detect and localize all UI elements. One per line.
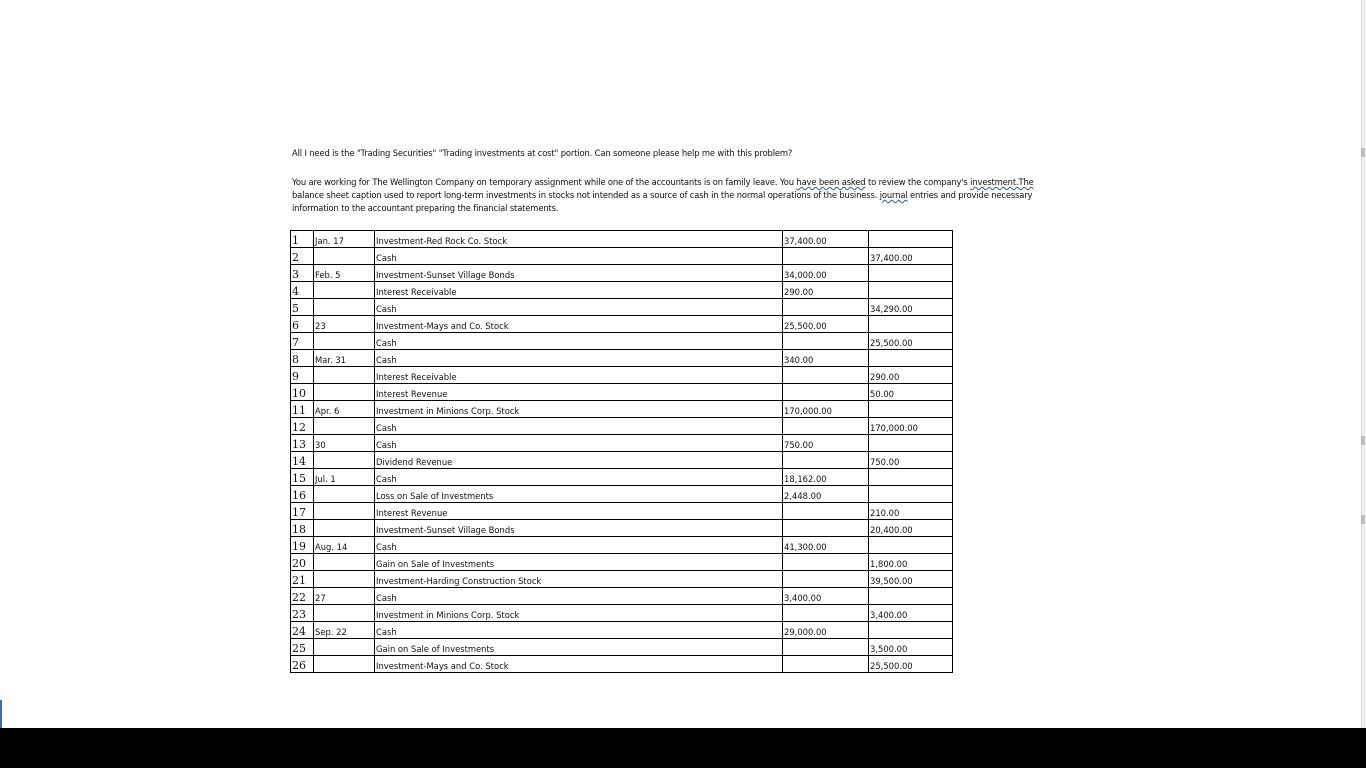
table-row (291, 248, 953, 265)
table-row (291, 503, 953, 520)
credit-cell[interactable] (869, 350, 953, 367)
account-cell[interactable]: Interest Receivable (375, 282, 783, 299)
table-row (291, 316, 953, 333)
table-row (291, 401, 953, 418)
row-number-cell[interactable]: 23 (291, 605, 314, 622)
row-number-cell[interactable]: 25 (291, 639, 314, 656)
debit-cell[interactable] (783, 571, 869, 588)
row-number-cell[interactable]: 8 (291, 350, 314, 367)
grammar-flag-text[interactable]: journal (879, 190, 908, 200)
row-number-cell[interactable]: 2 (291, 248, 314, 265)
date-cell[interactable] (314, 503, 375, 520)
debit-cell[interactable]: 170,000.00 (783, 401, 869, 418)
row-number-cell[interactable]: 6 (291, 316, 314, 333)
date-cell[interactable] (314, 452, 375, 469)
credit-cell[interactable] (869, 622, 953, 639)
date-cell[interactable]: Apr. 6 (314, 401, 375, 418)
credit-cell[interactable]: 25,500.00 (869, 333, 953, 350)
table-row (291, 622, 953, 639)
credit-cell[interactable] (869, 486, 953, 503)
debit-cell[interactable]: 750.00 (783, 435, 869, 452)
account-cell[interactable]: Interest Receivable (375, 367, 783, 384)
account-cell[interactable]: Investment-Red Rock Co. Stock (375, 231, 783, 248)
account-cell[interactable]: Investment-Sunset Village Bonds (375, 520, 783, 537)
row-number-cell[interactable]: 13 (291, 435, 314, 452)
row-number-cell[interactable]: 19 (291, 537, 314, 554)
account-cell[interactable]: Dividend Revenue (375, 452, 783, 469)
row-number-cell[interactable]: 22 (291, 588, 314, 605)
table-row (291, 299, 953, 316)
account-cell[interactable]: Cash (375, 333, 783, 350)
table-row (291, 656, 953, 673)
account-cell[interactable]: Loss on Sale of Investments (375, 486, 783, 503)
debit-cell[interactable] (783, 503, 869, 520)
table-row (291, 452, 953, 469)
row-number-cell[interactable]: 20 (291, 554, 314, 571)
scroll-marker (1361, 515, 1365, 524)
window-edge (0, 700, 2, 728)
row-number-cell[interactable]: 18 (291, 520, 314, 537)
account-cell[interactable]: Cash (375, 588, 783, 605)
document-body (292, 148, 1092, 215)
credit-cell[interactable] (869, 265, 953, 282)
date-cell[interactable] (314, 299, 375, 316)
debit-cell[interactable] (783, 639, 869, 656)
date-cell[interactable] (314, 605, 375, 622)
table-row (291, 350, 953, 367)
account-cell[interactable]: Cash (375, 537, 783, 554)
debit-cell[interactable] (783, 656, 869, 673)
table-row (291, 384, 953, 401)
table-row (291, 333, 953, 350)
date-cell[interactable] (314, 571, 375, 588)
date-cell[interactable] (314, 384, 375, 401)
account-cell[interactable]: Investment-Mays and Co. Stock (375, 656, 783, 673)
debit-cell[interactable] (783, 333, 869, 350)
grammar-flag-text[interactable]: have been asked (796, 177, 866, 187)
table-row (291, 588, 953, 605)
credit-cell[interactable] (869, 588, 953, 605)
credit-cell[interactable]: 20,400.00 (869, 520, 953, 537)
credit-cell[interactable]: 750.00 (869, 452, 953, 469)
problem-paragraph (292, 176, 1062, 215)
account-cell[interactable]: Cash (375, 622, 783, 639)
row-number-cell[interactable]: 10 (291, 384, 314, 401)
date-cell[interactable] (314, 248, 375, 265)
scroll-marker (1361, 436, 1365, 445)
row-number-cell[interactable]: 17 (291, 503, 314, 520)
table-row (291, 605, 953, 622)
credit-cell[interactable]: 1,800.00 (869, 554, 953, 571)
credit-cell[interactable] (869, 231, 953, 248)
row-number-cell[interactable]: 15 (291, 469, 314, 486)
debit-cell[interactable]: 340.00 (783, 350, 869, 367)
account-cell[interactable]: Investment-Mays and Co. Stock (375, 316, 783, 333)
debit-cell[interactable]: 41,300.00 (783, 537, 869, 554)
account-cell[interactable]: Investment-Harding Construction Stock (375, 571, 783, 588)
table-row (291, 520, 953, 537)
row-number-cell[interactable]: 12 (291, 418, 314, 435)
debit-cell[interactable]: 18,162.00 (783, 469, 869, 486)
date-cell[interactable]: Jan. 17 (314, 231, 375, 248)
date-cell[interactable]: Feb. 5 (314, 265, 375, 282)
paragraph-text: You are working for The Wellington Company on temporary assignment while one of the accountants is on family leave. You (292, 177, 797, 187)
debit-cell[interactable]: 2,448.00 (783, 486, 869, 503)
debit-cell[interactable]: 29,000.00 (783, 622, 869, 639)
debit-cell[interactable]: 25,500.00 (783, 316, 869, 333)
row-number-cell[interactable]: 11 (291, 401, 314, 418)
table-row (291, 367, 953, 384)
debit-cell[interactable] (783, 452, 869, 469)
table-row (291, 639, 953, 656)
credit-cell[interactable] (869, 401, 953, 418)
debit-cell[interactable] (783, 605, 869, 622)
date-cell[interactable] (314, 333, 375, 350)
row-number-cell[interactable]: 14 (291, 452, 314, 469)
row-number-cell[interactable]: 26 (291, 656, 314, 673)
date-cell[interactable]: 27 (314, 588, 375, 605)
table-row (291, 265, 953, 282)
credit-cell[interactable]: 50.00 (869, 384, 953, 401)
journal-rows (291, 231, 953, 673)
credit-cell[interactable] (869, 469, 953, 486)
debit-cell[interactable]: 3,400.00 (783, 588, 869, 605)
debit-cell[interactable] (783, 299, 869, 316)
account-cell[interactable]: Cash (375, 435, 783, 452)
paragraph-text: entries and provide necessary information to the accountant preparing the financial statements. (292, 190, 1033, 213)
credit-cell[interactable] (869, 282, 953, 299)
credit-cell[interactable]: 37,400.00 (869, 248, 953, 265)
table-row (291, 469, 953, 486)
credit-cell[interactable] (869, 537, 953, 554)
debit-cell[interactable] (783, 367, 869, 384)
credit-cell[interactable]: 39,500.00 (869, 571, 953, 588)
row-number-cell[interactable]: 9 (291, 367, 314, 384)
debit-cell[interactable]: 290.00 (783, 282, 869, 299)
table-row (291, 571, 953, 588)
paragraph-text: balance sheet caption used to report long-term investments in stocks not intended as a source of cash in the normal operations of the business. (292, 190, 880, 200)
credit-cell[interactable]: 25,500.00 (869, 656, 953, 673)
debit-cell[interactable] (783, 384, 869, 401)
scroll-marker (1361, 148, 1365, 157)
table-row (291, 282, 953, 299)
account-cell[interactable]: Gain on Sale of Investments (375, 554, 783, 571)
debit-cell[interactable] (783, 248, 869, 265)
journal-spreadsheet (290, 230, 955, 683)
row-number-cell[interactable]: 7 (291, 333, 314, 350)
date-cell[interactable]: Mar. 31 (314, 350, 375, 367)
table-row (291, 537, 953, 554)
table-row (291, 435, 953, 452)
credit-cell[interactable] (869, 435, 953, 452)
row-number-cell[interactable]: 4 (291, 282, 314, 299)
credit-cell[interactable]: 210.00 (869, 503, 953, 520)
credit-cell[interactable] (869, 316, 953, 333)
account-cell[interactable]: Cash (375, 248, 783, 265)
account-cell[interactable]: Investment in Minions Corp. Stock (375, 401, 783, 418)
date-cell[interactable]: Jul. 1 (314, 469, 375, 486)
row-number-cell[interactable]: 1 (291, 231, 314, 248)
debit-cell[interactable]: 37,400.00 (783, 231, 869, 248)
table-row (291, 554, 953, 571)
date-cell[interactable] (314, 418, 375, 435)
date-cell[interactable] (314, 520, 375, 537)
credit-cell[interactable]: 170,000.00 (869, 418, 953, 435)
account-cell[interactable]: Cash (375, 299, 783, 316)
date-cell[interactable] (314, 486, 375, 503)
row-number-cell[interactable]: 24 (291, 622, 314, 639)
journal-entries-table (290, 230, 953, 673)
date-cell[interactable]: Aug. 14 (314, 537, 375, 554)
row-number-cell[interactable]: 3 (291, 265, 314, 282)
date-cell[interactable] (314, 554, 375, 571)
date-cell[interactable] (314, 639, 375, 656)
account-cell[interactable]: Interest Revenue (375, 503, 783, 520)
taskbar (0, 728, 1366, 768)
account-cell[interactable]: Investment in Minions Corp. Stock (375, 605, 783, 622)
debit-cell[interactable]: 34,000.00 (783, 265, 869, 282)
account-cell[interactable]: Investment-Sunset Village Bonds (375, 265, 783, 282)
credit-cell[interactable]: 3,400.00 (869, 605, 953, 622)
table-row (291, 231, 953, 248)
account-cell[interactable]: Interest Revenue (375, 384, 783, 401)
table-row (291, 418, 953, 435)
date-cell[interactable]: 30 (314, 435, 375, 452)
date-cell[interactable] (314, 367, 375, 384)
account-cell[interactable]: Cash (375, 469, 783, 486)
credit-cell[interactable]: 3,500.00 (869, 639, 953, 656)
credit-cell[interactable]: 290.00 (869, 367, 953, 384)
date-cell[interactable]: Sep. 22 (314, 622, 375, 639)
row-number-cell[interactable]: 21 (291, 571, 314, 588)
account-cell[interactable]: Gain on Sale of Investments (375, 639, 783, 656)
vertical-scrollbar[interactable] (1361, 0, 1366, 768)
account-cell[interactable]: Cash (375, 350, 783, 367)
credit-cell[interactable]: 34,290.00 (869, 299, 953, 316)
date-cell[interactable] (314, 656, 375, 673)
account-cell[interactable]: Cash (375, 418, 783, 435)
debit-cell[interactable] (783, 554, 869, 571)
question-text: All I need is the "Trading Securities" "Trading investments at cost" portion. Can someone please help me with this problem? (292, 148, 793, 158)
grammar-flag-text[interactable]: investment.The (970, 177, 1034, 187)
debit-cell[interactable] (783, 520, 869, 537)
date-cell[interactable] (314, 282, 375, 299)
paragraph-text: to review the company's (865, 177, 971, 187)
row-number-cell[interactable]: 5 (291, 299, 314, 316)
table-row (291, 486, 953, 503)
debit-cell[interactable] (783, 418, 869, 435)
row-number-cell[interactable]: 16 (291, 486, 314, 503)
date-cell[interactable]: 23 (314, 316, 375, 333)
